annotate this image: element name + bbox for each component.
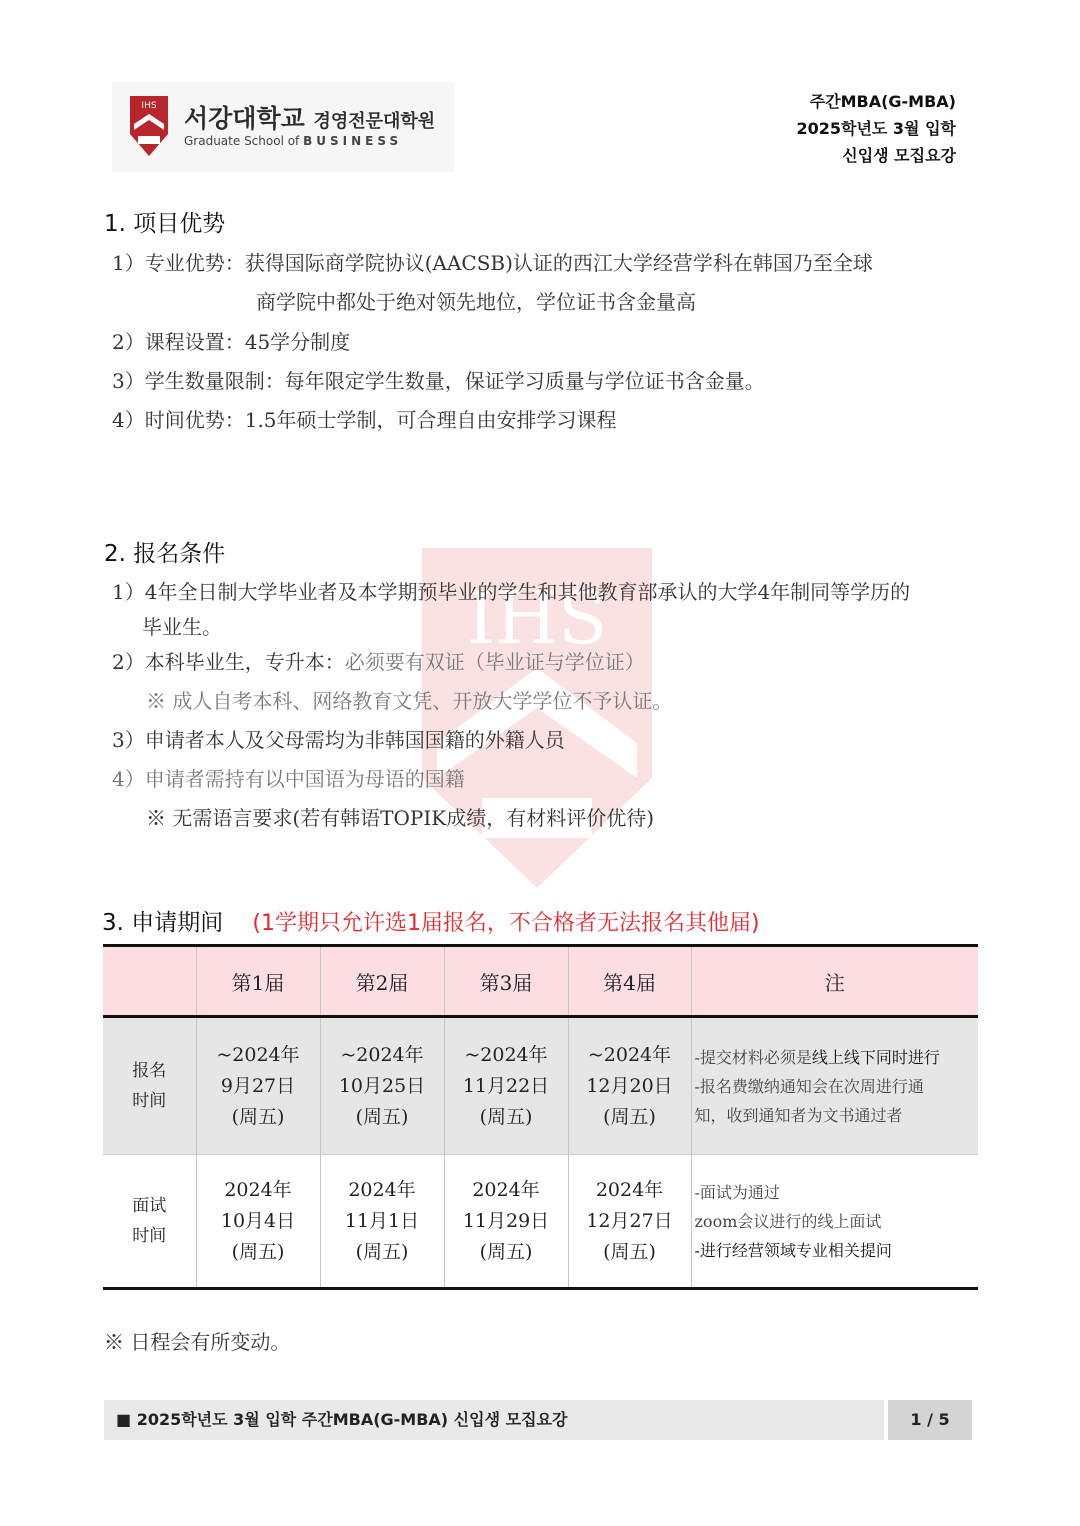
schedule-footnote: ※ 日程会有所变动。	[104, 1330, 291, 1354]
date-cell: ~2024年 12月20日 (周五)	[568, 1017, 691, 1155]
section3-heading	[102, 904, 760, 937]
page-number: 1 / 5	[888, 1400, 972, 1440]
header-cell-round-3: 第3届	[444, 946, 568, 1017]
section2-item-4-note: ※ 无需语言要求(若有韩语TOPIK成绩，有材料评价优待)	[146, 806, 654, 830]
section2-item-3: 3）申请者本人及父母需均为非韩国国籍的外籍人员	[112, 728, 565, 752]
section1-title: 1. 项目优势	[104, 211, 226, 237]
document-title-block	[796, 88, 956, 169]
note-cell-interview: -面试为通过 zoom会议进行的线上面试 -进行经营领域专业相关提问	[691, 1155, 978, 1289]
header-cell-note: 注	[691, 946, 978, 1017]
table-row	[103, 1155, 978, 1289]
section1-item-2: 2）课程设置：45学分制度	[112, 330, 351, 354]
header-cell-round-4: 第4届	[568, 946, 691, 1017]
doc-title-line-2: 2025학년도 3월 입학	[796, 119, 956, 138]
note-cell-application: -提交材料必须是线上线下同时进行 -报名费缴纳通知会在次周进行通 知，收到通知者为文书通过者	[691, 1017, 978, 1155]
section1-item-4: 4）时间优势：1.5年硕士学制，可合理自由安排学习课程	[112, 408, 617, 432]
section2-item-2-note: ※ 成人自考本科、网络教育文凭、开放大学学位不予认证。	[146, 689, 673, 713]
row-label-application: 报名 时间	[103, 1017, 196, 1155]
header-cell-round-1: 第1届	[196, 946, 320, 1017]
section2-item-1: 1）4年全日制大学毕业者及本学期预毕业的学生和其他教育部承认的大学4年制同等学历的	[112, 580, 911, 604]
section1-item-3: 3）学生数量限制：每年限定学生数量，保证学习质量与学位证书含金量。	[112, 369, 765, 393]
date-cell: 2024年 12月27日 (周五)	[568, 1155, 691, 1289]
application-schedule-table	[103, 944, 978, 1290]
section1-item-1: 1）专业优势：获得国际商学院协议(AACSB)认证的西江大学经营学科在韩国乃至全球	[112, 251, 873, 275]
section3-title: 3. 申请期间	[102, 910, 224, 936]
emblem-text: IHS	[141, 101, 157, 111]
header-cell-round-2: 第2届	[320, 946, 444, 1017]
section1-item-1-cont: 商学院中都处于绝对领先地位，学位证书含金量高	[256, 290, 696, 314]
school-name-en: Graduate School of BUSINESS	[184, 134, 403, 148]
header-cell-empty	[103, 946, 196, 1017]
doc-title-line-3: 신입생 모집요강	[842, 146, 956, 165]
date-cell: ~2024年 11月22日 (周五)	[444, 1017, 568, 1155]
date-cell: ~2024年 9月27日 (周五)	[196, 1017, 320, 1155]
row-label-interview: 面试 时间	[103, 1155, 196, 1289]
school-name-kr: 서강대학교 경영전문대학원	[184, 104, 436, 133]
school-logo	[112, 82, 454, 172]
footer-text: ■ 2025학년도 3월 입학 주간MBA(G-MBA) 신입생 모집요강	[116, 1410, 568, 1429]
date-cell: 2024年 11月29日 (周五)	[444, 1155, 568, 1289]
date-cell: ~2024年 10月25日 (周五)	[320, 1017, 444, 1155]
section2-item-4: 4）申请者需持有以中国语为母语的国籍	[112, 767, 465, 791]
section2-item-2: 2）本科毕业生，专升本：必须要有双证（毕业证与学位证）	[112, 650, 645, 674]
section2-item-1-cont: 毕业生。	[142, 615, 222, 639]
table-row	[103, 1017, 978, 1155]
doc-title-line-1: 주간MBA(G-MBA)	[809, 92, 956, 111]
table-header-row	[103, 946, 978, 1017]
section2-item-2-detail: 必须要有双证（毕业证与学位证）	[344, 650, 645, 674]
date-cell: 2024年 11月1日 (周五)	[320, 1155, 444, 1289]
shield-emblem-icon	[126, 94, 172, 158]
section3-red-note: (1学期只允许选1届报名，不合格者无法报名其他届)	[252, 911, 760, 936]
watermark-text: IHS	[466, 576, 608, 660]
page-footer	[104, 1400, 972, 1440]
date-cell: 2024年 10月4日 (周五)	[196, 1155, 320, 1289]
section2-title: 2. 报名条件	[104, 541, 226, 567]
